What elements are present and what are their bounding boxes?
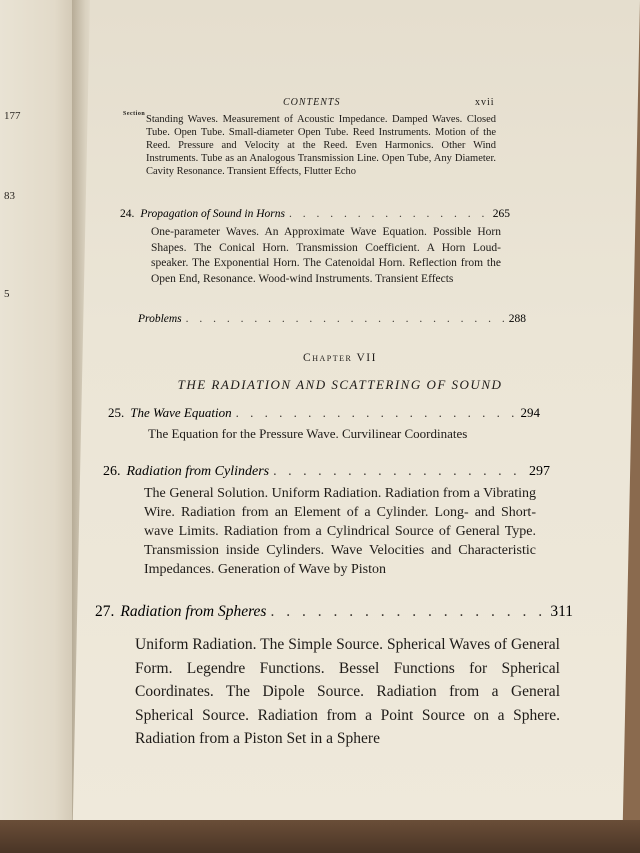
section-number: 26. [103, 464, 121, 479]
section-description: The Equation for the Pressure Wave. Curvilinear Coordinates [148, 426, 468, 441]
leader-dots [270, 603, 546, 621]
section-title: Radiation from Spheres [120, 603, 267, 620]
section-description: One-parameter Waves. An Approximate Wave Equation. Possible Horn Shapes. The Conical Horn. Transmission Coefficient. A Horn Loud-speaker. The Exponential Horn. The Catenoidal Horn. Reflection from the Open End, Resonance. Wood-wind Instruments. Transient Effects [151, 226, 501, 285]
section-description: Uniform Radiation. The Simple Source. Spherical Waves of General Form. Legendre Functions. Bessel Functions for Spherical Coordinates. The Dipole Source. Radiation from a General Spherical Source. Radiation from a Point Source on a Sphere. Radiation from a Piston Set in a Sphere [135, 636, 560, 747]
toc-entry-26[interactable] [103, 464, 550, 480]
toc-entry-27[interactable] [95, 603, 573, 621]
page-number-roman: xvii [475, 97, 495, 108]
margin-page-number: 83 [4, 190, 15, 202]
page-number: 311 [550, 603, 573, 620]
toc-entry-25[interactable] [108, 405, 540, 421]
left-page-edge [0, 0, 78, 853]
toc-entry-problems[interactable] [138, 313, 526, 325]
leader-dots [289, 208, 489, 220]
page-header-title: CONTENTS [283, 97, 341, 108]
chapter-title: THE RADIATION AND SCATTERING OF SOUND [177, 377, 503, 392]
section-title: Propagation of Sound in Horns [140, 208, 285, 220]
section-title: Radiation from Cylinders [126, 464, 270, 479]
table-surface [0, 820, 640, 853]
leader-dots [273, 464, 525, 480]
chapter-label: Chapter VII [303, 352, 377, 364]
margin-page-number: 5 [4, 288, 10, 300]
leader-dots [186, 313, 505, 325]
margin-page-number: 177 [4, 110, 21, 122]
section-number: 27. [95, 603, 115, 620]
page-number: 265 [492, 208, 510, 220]
section-label: Section [123, 111, 146, 117]
section-title: The Wave Equation [130, 405, 232, 420]
leader-dots [236, 405, 517, 421]
page-number: 288 [508, 313, 526, 325]
page-number: 294 [520, 405, 540, 420]
toc-entry-24[interactable] [120, 208, 510, 220]
section-number: 24. [120, 208, 135, 220]
section-number: 25. [108, 405, 125, 420]
section-title: Problems [138, 313, 182, 325]
page-number: 297 [529, 464, 550, 479]
section-description: The General Solution. Uniform Radiation. Radiation from a Vibrating Wire. Radiation from an Element of a Cylinder. Long- and Short-wave Limits. Radiation from a Cylindrical Source of General Type. Transmission inside Cylinders. Wave Velocities and Characteristic Impedances. Generation of Wave by Piston [144, 486, 536, 577]
section-description: Standing Waves. Measurement of Acoustic Impedance. Damped Waves. Closed Tube. Open Tube. Small-diameter Open Tube. Reed Instruments. Motion of the Reed. Pressure and Velocity at the Reed. Even Harmonics. Other Wind Instruments. Tube as an Analogous Transmission Line. Open Tube, Any Diameter. Cavity Resonance. Transient Effects, Flutter Echo [146, 114, 496, 177]
